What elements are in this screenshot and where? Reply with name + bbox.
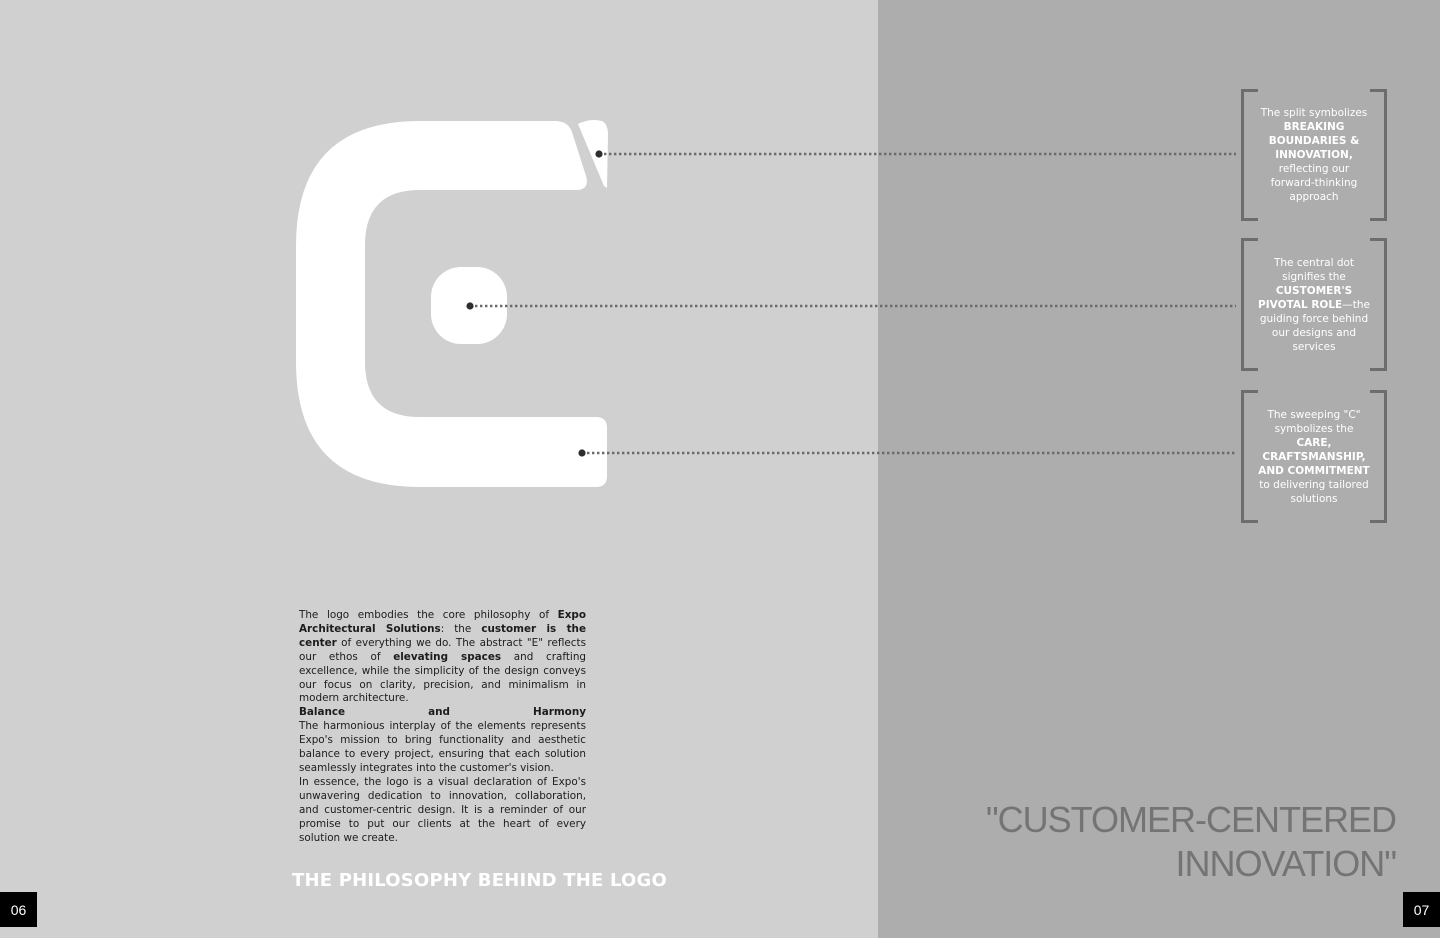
page-number-left: 06 — [0, 892, 37, 927]
bracket-left — [1241, 238, 1258, 371]
annotation-text: The sweeping "C" symbolizes the CARE, CRAFTSMANSHIP, AND COMMITMENT to delivering tailored solutions — [1258, 408, 1370, 505]
page-number-right: 07 — [1403, 892, 1440, 927]
paragraph-harmony: The harmonious interplay of the elements represents Expo's mission to bring functionality and aesthetic balance to every project, ensuring that each solution seamlessly integrates into the customer's vision. — [299, 720, 586, 774]
annotation-split — [1241, 89, 1387, 221]
tagline: "CUSTOMER-CENTERED INNOVATION" — [985, 799, 1396, 884]
leader-dot-center — [466, 302, 473, 309]
annotation-text: The central dot signifies the CUSTOMER'S PIVOTAL ROLE—the guiding force behind our designs and services — [1258, 256, 1370, 353]
annotation-sweeping-c — [1241, 390, 1387, 523]
section-title: THE PHILOSOPHY BEHIND THE LOGO — [292, 870, 667, 891]
bracket-right — [1370, 89, 1387, 221]
bracket-left — [1241, 390, 1258, 523]
philosophy-body-text — [299, 609, 586, 845]
leader-dot-c — [578, 449, 585, 456]
annotation-central-dot — [1241, 238, 1387, 371]
leader-dot-split — [595, 150, 602, 157]
subheading-balance: Balance and Harmony — [299, 706, 586, 719]
bracket-right — [1370, 238, 1387, 371]
paragraph-intro: The logo embodies the core philosophy of Expo Architectural Solutions: the customer is the center of everything we do. The abstract "E" reflects our ethos of elevating spaces and crafting excellence, while the simplicity of the design conveys our focus on clarity, precision, and minimalism in modern architecture. — [299, 609, 587, 705]
bracket-right — [1370, 390, 1387, 523]
paragraph-essence: In essence, the logo is a visual declaration of Expo's unwavering dedication to innovation, collaboration, and customer-centric design. It is a reminder of our promise to put our clients at the heart of every solution we create. — [299, 775, 586, 844]
annotation-text: The split symbolizes BREAKING BOUNDARIES & INNOVATION, reflecting our forward-thinking approach — [1260, 107, 1368, 203]
bracket-left — [1241, 89, 1258, 221]
